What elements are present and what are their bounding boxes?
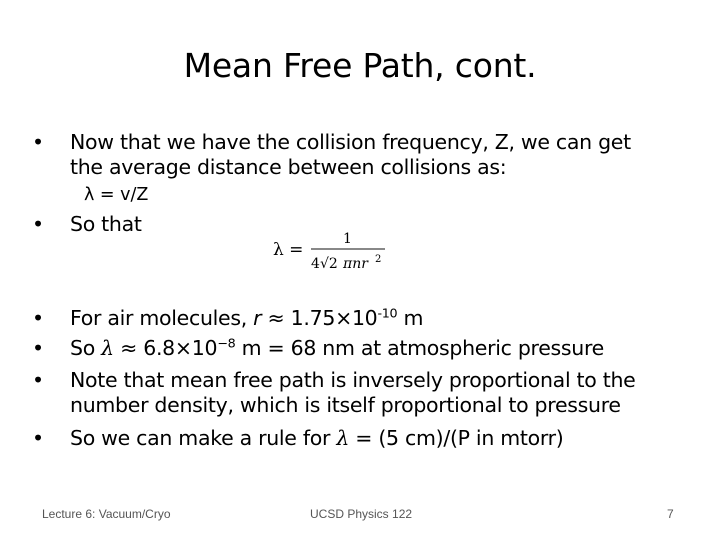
exponent: -10 (377, 305, 398, 321)
lambda-symbol: λ (94, 336, 114, 360)
bullet-air-molecules (32, 306, 423, 331)
formula-den-exp: 2 (375, 254, 382, 265)
text-pre: So we can make a rule for (70, 426, 331, 450)
slide-title: Mean Free Path, cont. (183, 46, 537, 85)
formula-den-root: √2 (320, 256, 338, 272)
formula-den-rest: πnr (343, 256, 368, 272)
bullet-marker: • (32, 426, 44, 450)
bullet-text-line2: the average distance between collisions as: (70, 155, 507, 179)
text-post: m (397, 306, 424, 330)
bullet-inverse-proportional (32, 368, 682, 418)
footer-course: UCSD Physics 122 (310, 507, 413, 521)
exponent: −8 (217, 335, 236, 351)
bullet-text-line2: number density, which is itself proportional to pressure (70, 393, 621, 417)
footer-page-number: 7 (667, 507, 674, 521)
bullet-marker: • (32, 306, 44, 330)
bullet-marker: • (32, 212, 44, 236)
bullet-text (70, 426, 563, 451)
lambda-symbol: λ (330, 426, 350, 450)
bullet-so-lambda (32, 336, 604, 361)
bullet-text (70, 336, 604, 361)
bullet-rule (32, 426, 563, 451)
bullet-text: So that (70, 212, 142, 236)
mean-free-path-formula (273, 226, 393, 274)
text-mid: ≈ 6.8×10 (113, 336, 218, 360)
bullet-marker: • (32, 336, 44, 360)
bullet-collision-frequency (32, 130, 672, 180)
text-pre: So (70, 336, 95, 360)
formula-numerator: 1 (343, 231, 352, 247)
bullet-text (70, 306, 423, 331)
footer-lecture: Lecture 6: Vacuum/Cryo (42, 507, 171, 521)
variable-r: r (253, 306, 262, 330)
formula-den-four: 4 (311, 256, 320, 272)
bullet-marker: • (32, 368, 44, 392)
bullet-text-line1: Now that we have the collision frequency, Z, we can get (70, 130, 631, 154)
lambda-definition: λ = v/Z (84, 185, 149, 205)
text-post: m = 68 nm at atmospheric pressure (235, 336, 604, 360)
bullet-text-line1: Note that mean free path is inversely proportional to the (70, 368, 636, 392)
bullet-marker: • (32, 130, 44, 154)
text-pre: For air molecules, (70, 306, 247, 330)
text-post: = (5 cm)/(P in mtorr) (349, 426, 564, 450)
text-approx: ≈ 1.75×10 (261, 306, 378, 330)
bullet-so-that (32, 212, 142, 237)
formula-lhs: λ = (273, 240, 304, 260)
